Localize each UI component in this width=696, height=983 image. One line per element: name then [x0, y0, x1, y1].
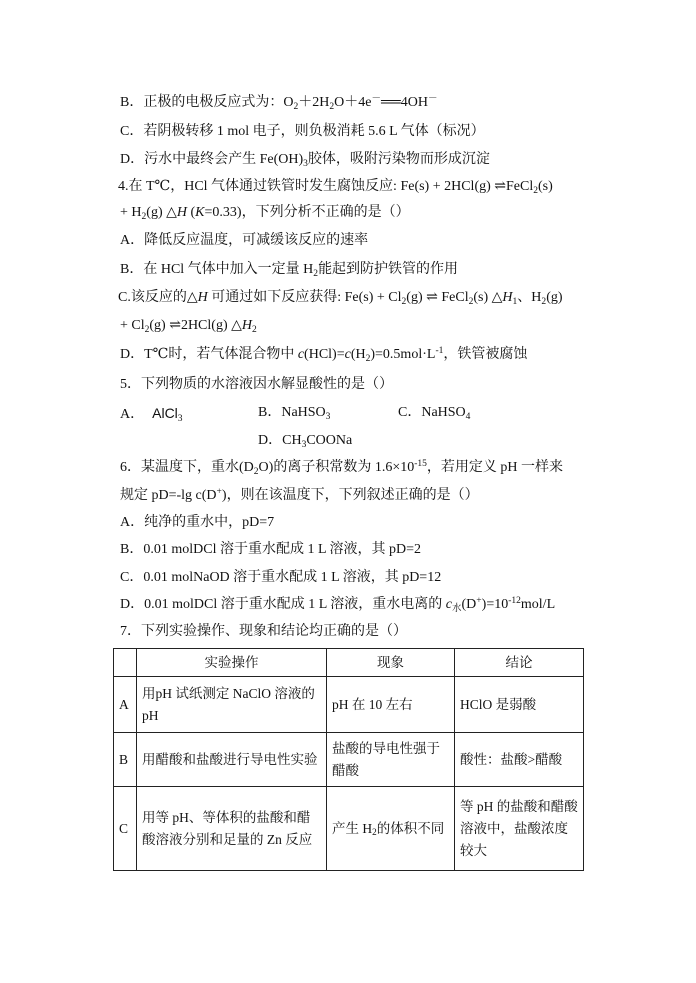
subscript: 2 [401, 296, 407, 307]
text-run: HClO 是弱酸 [460, 696, 537, 712]
subscript: 2 [144, 324, 150, 335]
text-run: )，则在该温度下，下列叙述正确的是（） [221, 488, 479, 503]
header-conclusion: 结论 [455, 649, 584, 677]
phenomenon-cell [327, 733, 455, 787]
superscript: + [476, 596, 482, 607]
table-header-row [114, 649, 584, 677]
text-run: =0.33)，下列分析不正确的是（） [204, 205, 410, 220]
subscript: 2 [533, 185, 538, 196]
subscript: 4 [465, 411, 471, 422]
text-run: B．正极的电极反应式为：O [120, 95, 294, 110]
text-run: 、H [517, 290, 542, 305]
text-run: 规定 pD=-lg c(D [120, 488, 217, 503]
subscript: 2 [365, 353, 371, 364]
text-run: A．降低反应温度，可减缓该反应的速率 [120, 233, 369, 248]
text-run: O)的离子积常数为 1.6×10 [258, 460, 415, 475]
subscript: 2 [252, 324, 257, 335]
text-run: ( [187, 205, 196, 220]
text-run: B．在 HCl 气体中加入一定量 H [120, 262, 314, 277]
text-run: 用等 pH、等体积的盐酸和醋酸溶液分别和足量的 Zn 反应 [142, 809, 313, 847]
subscript: 2 [293, 101, 299, 112]
q4-option-c-line1 [118, 288, 563, 308]
text-run: (g) △ [146, 205, 177, 220]
text-run: 用醋酸和盐酸进行导电性实验 [142, 751, 318, 767]
italic-symbol: c [344, 347, 351, 362]
text-run: COONa [306, 433, 353, 448]
q4-stem-line2 [120, 203, 410, 223]
conclusion-cell [455, 733, 584, 787]
text-run: C．0.01 molNaOD 溶于重水配成 1 L 溶液，其 pD=12 [120, 570, 442, 585]
subscript: 3 [325, 411, 331, 422]
subscript: 2 [329, 101, 335, 112]
text-run: (g) ⇌ FeCl [406, 290, 469, 305]
superscript: -1 [435, 346, 444, 357]
italic-symbol: H [197, 290, 208, 305]
superscript: － [371, 94, 381, 105]
text-run: 5．下列物质的水溶液因水解显酸性的是（） [120, 377, 393, 392]
q6-option-c [120, 568, 441, 588]
text-run: ══4OH [380, 95, 429, 110]
q5-option-a [120, 403, 183, 423]
text-run: (s) [538, 179, 553, 194]
q6-option-a [120, 513, 274, 533]
operation-cell [137, 733, 327, 787]
operation-cell [137, 677, 327, 733]
text-run: 产生 H [332, 820, 373, 836]
q3-option-c [120, 122, 485, 142]
text-run: A．纯净的重水中，pD=7 [120, 515, 275, 530]
text-run: B．NaHSO [258, 405, 326, 420]
text-run: AlCl [152, 405, 178, 421]
text-run: pH 在 10 左右 [332, 696, 413, 712]
subscript: 2 [541, 296, 547, 307]
subscript: 3 [177, 413, 183, 424]
text-run: )=0.5mol·L [370, 347, 436, 362]
q3-option-d [120, 150, 490, 170]
conclusion-cell [455, 787, 584, 871]
text-run: 胶体，吸附污染物而形成沉淀 [307, 152, 490, 167]
phenomenon-cell [327, 677, 455, 733]
superscript: － [428, 94, 438, 105]
text-run: D．污水中最终会产生 Fe(OH) [120, 152, 304, 167]
q6-stem-line2 [120, 486, 479, 506]
text-run: 用pH 试纸测定 NaClO 溶液的 pH [142, 685, 315, 723]
q6-option-b [120, 540, 421, 560]
italic-symbol: K [195, 205, 205, 220]
q4-stem-line1 [118, 177, 553, 197]
italic-symbol: H [241, 318, 252, 333]
subscript: 3 [301, 439, 307, 450]
header-phenomenon: 现象 [327, 649, 455, 677]
superscript: -12 [508, 596, 521, 607]
italic-symbol: c [445, 597, 452, 612]
q5-option-b [258, 403, 330, 423]
q7-stem [120, 622, 407, 642]
subscript: 2 [253, 466, 259, 477]
text-run: ，若用定义 pH 一样来 [426, 460, 564, 475]
text-run: B．0.01 molDCl 溶于重水配成 1 L 溶液，其 pD=2 [120, 542, 421, 557]
subscript: 1 [512, 296, 518, 307]
q6-option-d [120, 595, 555, 615]
text-run: C.该反应的△ [118, 290, 198, 305]
q6-stem-line1 [120, 458, 563, 478]
experiment-table [113, 648, 584, 871]
text-run: ＋2H [298, 95, 330, 110]
header-label [114, 649, 137, 677]
text-run: D．CH [258, 433, 302, 448]
text-run: 7．下列实验操作、现象和结论均正确的是（） [120, 624, 407, 639]
text-run: D．T℃时，若气体混合物中 [120, 347, 298, 362]
text-run: 可通过如下反应获得: Fe(s) + Cl [207, 290, 402, 305]
q4-option-a [120, 231, 368, 251]
operation-cell [137, 787, 327, 871]
text-run: (g) [546, 290, 563, 305]
text-run: ，铁管被腐蚀 [443, 347, 528, 362]
subscript: 3 [303, 158, 308, 169]
q5-option-d [258, 431, 352, 451]
text-run: 能起到防护铁管的作用 [318, 262, 459, 277]
text-run: )=10 [481, 597, 509, 612]
text-run: (HCl)= [304, 347, 345, 362]
subscript: 水 [451, 603, 462, 614]
row-label: C [114, 787, 137, 871]
table-row [114, 677, 584, 733]
text-run: (s) △ [473, 290, 503, 305]
q4-option-d [120, 345, 527, 365]
text-run: 6．某温度下，重水(D [120, 460, 254, 475]
text-run: C．NaHSO [398, 405, 466, 420]
text-run: A． [120, 407, 145, 422]
text-run: 等 pH 的盐酸和醋酸溶液中，盐酸浓度较大 [460, 798, 578, 858]
text-run: (H [350, 347, 366, 362]
text-run: C．若阴极转移 1 mol 电子，则负极消耗 5.6 L 气体（标况） [120, 124, 485, 139]
text-run: 的体积不同 [376, 820, 445, 836]
superscript: -15 [414, 459, 427, 470]
q3-option-b [120, 93, 438, 113]
row-label: A [114, 677, 137, 733]
text-run: O＋4e [334, 95, 372, 110]
row-label: B [114, 733, 137, 787]
q4-option-c-line2 [120, 316, 257, 336]
conclusion-cell [455, 677, 584, 733]
subscript: 2 [372, 827, 377, 838]
subscript: 2 [468, 296, 474, 307]
text-run: 4.在 T℃，HCl 气体通过铁管时发生腐蚀反应: Fe(s) + 2HCl(g) ⇌FeCl [118, 179, 534, 194]
text-run: mol/L [520, 597, 556, 612]
italic-symbol: c [297, 347, 305, 362]
subscript: 2 [141, 211, 147, 222]
table-row [114, 733, 584, 787]
subscript: 2 [313, 268, 319, 279]
text-run: + H [120, 205, 142, 220]
text-run: D．0.01 molDCl 溶于重水配成 1 L 溶液，重水电离的 [120, 597, 446, 612]
q4-option-b [120, 260, 458, 280]
header-operation: 实验操作 [137, 649, 327, 677]
phenomenon-cell [327, 787, 455, 871]
italic-symbol: H [176, 205, 187, 220]
text-run: + Cl [120, 318, 145, 333]
text-run: 酸性：盐酸>醋酸 [460, 751, 563, 767]
superscript: + [216, 487, 222, 498]
text-run: 盐酸的导电性强于醋酸 [332, 740, 440, 778]
q5-stem [120, 375, 393, 395]
italic-symbol: H [502, 290, 513, 305]
text-run: (D [461, 597, 477, 612]
q5-option-c [398, 403, 470, 423]
table-row [114, 787, 584, 871]
text-run: (g) ⇌2HCl(g) △ [149, 318, 242, 333]
